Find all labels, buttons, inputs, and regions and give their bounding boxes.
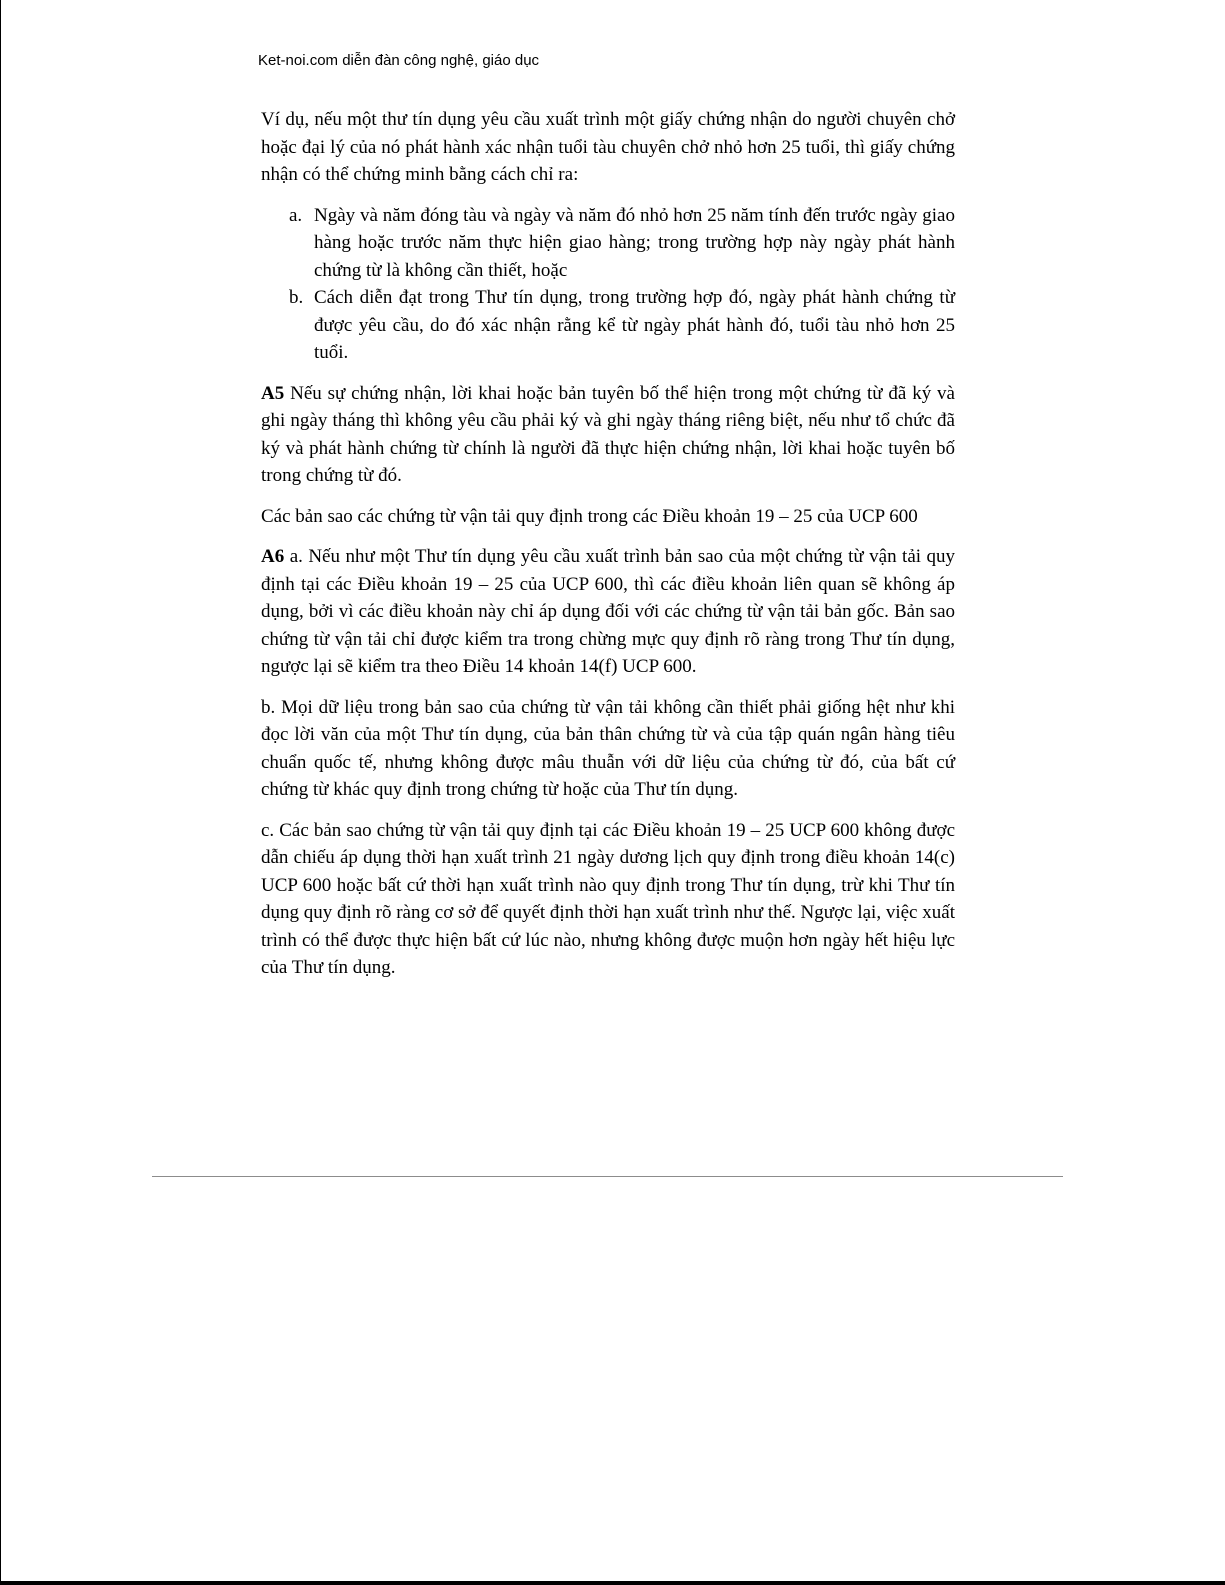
list-item: [261, 202, 955, 285]
document-body: [261, 106, 955, 995]
list-item-text: Ngày và năm đóng tàu và ngày và năm đó nhỏ hơn 25 năm tính đến trước ngày giao hàng hoặc trước năm thực hiện giao hàng; trong trường hợp này ngày phát hành chứng từ là không cần thiết, hoặc: [314, 204, 955, 281]
paragraph-text: a. Nếu như một Thư tín dụng yêu cầu xuất trình bản sao của một chứng từ vận tải quy định tại các Điều khoản 19 – 25 của UCP 600, thì các điều khoản liên quan sẽ không áp dụng, bởi vì các điều khoản này chỉ áp dụng đối với các chứng từ vận tải bản gốc. Bản sao chứng từ vận tải chỉ được kiểm tra trong chừng mực quy định rõ ràng trong Thư tín dụng, ngược lại sẽ kiểm tra theo Điều 14 khoản 14(f) UCP 600.: [261, 546, 955, 677]
paragraph-a6-c: c. Các bản sao chứng từ vận tải quy định tại các Điều khoản 19 – 25 UCP 600 không được dẫn chiếu áp dụng thời hạn xuất trình 21 ngày dương lịch quy định trong điều khoản 14(c) UCP 600 hoặc bất cứ thời hạn xuất trình nào quy định trong Thư tín dụng, trừ khi Thư tín dụng quy định rõ ràng cơ sở để quyết định thời hạn xuất trình như thế. Ngược lại, việc xuất trình có thể được thực hiện bất cứ lúc nào, nhưng không được muộn hơn ngày hết hiệu lực của Thư tín dụng.: [261, 819, 955, 978]
list-item: [261, 284, 955, 367]
paragraph-label: A5: [261, 382, 285, 404]
example-intro: Ví dụ, nếu một thư tín dụng yêu cầu xuất trình một giấy chứng nhận do người chuyên chở hoặc đại lý của nó phát hành xác nhận tuổi tàu chuyên chở nhỏ hơn 25 tuổi, thì giấy chứng nhận có thể chứng minh bằng cách chỉ ra:: [261, 109, 955, 185]
section-heading: Các bản sao các chứng từ vận tải quy định trong các Điều khoản 19 – 25 của UCP 600: [261, 505, 918, 527]
paragraph-a6-a: [261, 543, 955, 681]
list-item-text: Cách diễn đạt trong Thư tín dụng, trong trường hợp đó, ngày phát hành chứng từ được yêu cầu, do đó xác nhận rằng kể từ ngày phát hành đó, tuổi tàu nhỏ hơn 25 tuổi.: [314, 287, 955, 363]
list-marker: b.: [289, 287, 304, 308]
paragraph-a6-b: b. Mọi dữ liệu trong bản sao của chứng từ vận tải không cần thiết phải giống hệt như khi đọc lời văn của một Thư tín dụng, của bản thân chứng từ và của tập quán ngân hàng tiêu chuẩn quốc tế, nhưng không được mâu thuẫn với dữ liệu của chứng từ đó, của bất cứ chứng từ khác quy định trong chứng từ hoặc của Thư tín dụng.: [261, 696, 955, 800]
list-marker: a.: [289, 204, 303, 226]
paragraph-text: Nếu sự chứng nhận, lời khai hoặc bản tuyên bố thể hiện trong một chứng từ đã ký và ghi ngày tháng thì không yêu cầu phải ký và ghi ngày tháng riêng biệt, nếu như tổ chức đã ký và phát hành chứng từ chính là người đã thực hiện chứng nhận, lời khai hoặc tuyên bố trong chứng từ đó.: [261, 382, 955, 486]
example-list: [261, 202, 955, 367]
paragraph-a5: [261, 380, 955, 490]
footer-divider: [152, 1176, 1063, 1177]
paragraph-label: A6: [261, 546, 285, 567]
page-header: Ket-noi.com diễn đàn công nghệ, giáo dục: [258, 52, 540, 69]
